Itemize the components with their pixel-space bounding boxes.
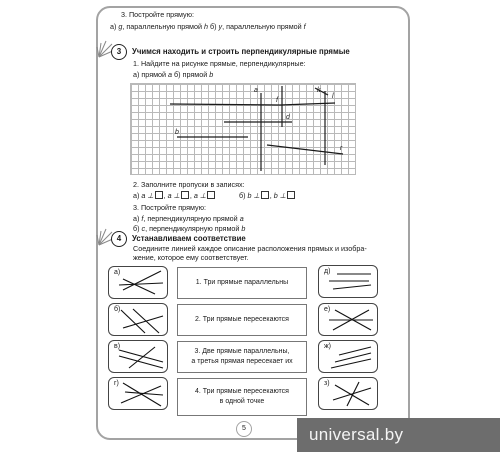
section3-q2-fill-b: б) b ⊥ , b ⊥ (239, 191, 296, 200)
card-e[interactable]: е) (318, 303, 378, 336)
card-g[interactable]: г) (108, 377, 168, 410)
grid-lines-figure (130, 83, 356, 175)
section3-title: Учимся находить и строить перпендикулярные прямые (132, 47, 350, 56)
line-r (267, 145, 343, 154)
label-a: a (254, 87, 258, 94)
blank-box[interactable] (261, 191, 269, 199)
section3-q2-fill-a: а) a ⊥ , a ⊥ , a ⊥ (133, 191, 216, 200)
description-3[interactable]: 3. Две прямые параллельны, а третья прямая пересекает их (177, 341, 307, 373)
description-4[interactable]: 4. Три прямые пересекаются в одной точке (177, 378, 307, 416)
section4-instructions-2: жение, которое ему соответствует. (133, 253, 249, 262)
label-d: d (286, 114, 290, 121)
label-r: r (340, 145, 343, 152)
section3-badge: 3 (111, 44, 127, 60)
task3-subtasks: а) g, параллельную прямой h б) y, параллельную прямой f (110, 22, 306, 31)
card-b[interactable]: б) (108, 303, 168, 336)
section3-q1-options: а) прямой a б) прямой b (133, 70, 214, 79)
description-2[interactable]: 2. Три прямые пересекаются (177, 304, 307, 336)
section3-q3-b: б) c, перпендикулярную прямой b (133, 224, 246, 233)
blank-box[interactable] (155, 191, 163, 199)
card-d[interactable]: д) (318, 265, 378, 298)
section3-q2: 2. Заполните пропуски в записях: (133, 180, 245, 189)
line-f-right (280, 103, 335, 105)
label-b: b (175, 129, 179, 136)
blank-box[interactable] (287, 191, 295, 199)
task3-heading: 3. Постройте прямую: (121, 10, 194, 19)
section3-q3: 3. Постройте прямую: (133, 203, 206, 212)
label-l: l (332, 93, 334, 100)
section4-instructions-1: Соедините линией каждое описание расположения прямых и изобра- (133, 244, 367, 253)
blank-box[interactable] (181, 191, 189, 199)
card-v[interactable]: в) (108, 340, 168, 373)
section4-badge: 4 (111, 231, 127, 247)
line-f-left (170, 104, 280, 105)
section4-title: Устанавливаем соответствие (132, 234, 246, 243)
section3-q1: 1. Найдите на рисунке прямые, перпендикулярные: (133, 59, 306, 68)
card-zh[interactable]: ж) (318, 340, 378, 373)
card-z[interactable]: з) (318, 377, 378, 410)
card-a[interactable]: а) (108, 266, 168, 299)
section3-q3-a: а) f, перпендикулярную прямой a (133, 214, 244, 223)
watermark: universal.by (297, 418, 500, 452)
page-number: 5 (236, 421, 252, 437)
blank-box[interactable] (207, 191, 215, 199)
label-k: k (317, 87, 321, 94)
description-1[interactable]: 1. Три прямые параллельны (177, 267, 307, 299)
label-f: f (276, 97, 278, 104)
